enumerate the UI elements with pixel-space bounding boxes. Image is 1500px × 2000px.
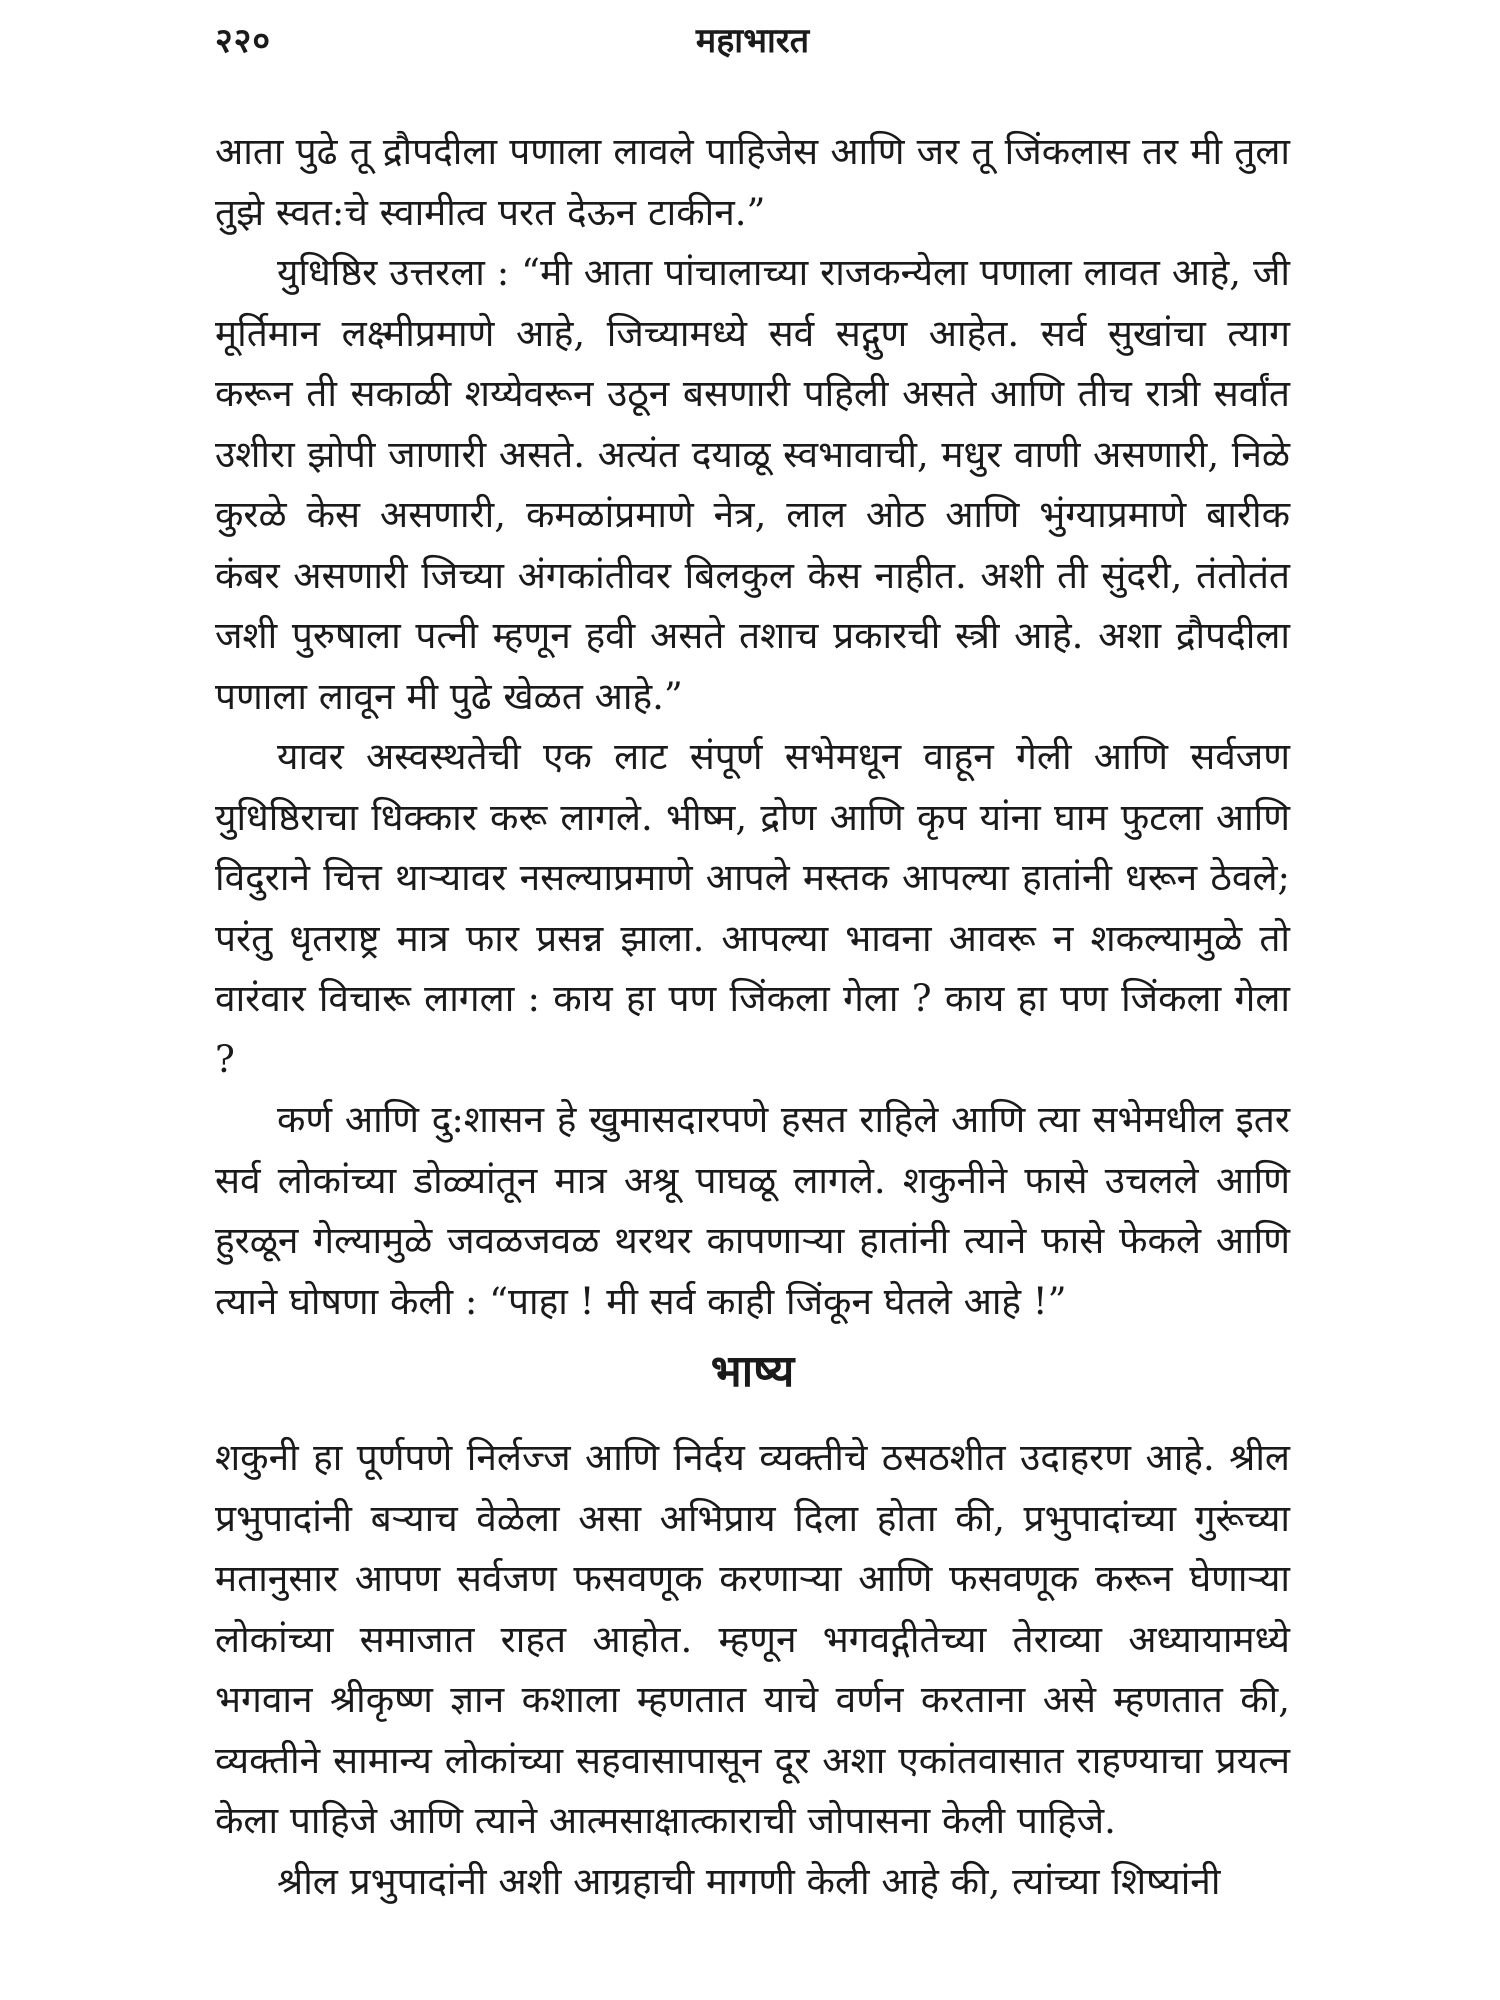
commentary-paragraph-continued: श्रील प्रभुपादांनी अशी आग्रहाची मागणी केली आहे की, त्यांच्या शिष्यांनी bbox=[277, 1859, 1221, 1903]
section-heading-commentary: भाष्य bbox=[710, 1346, 795, 1397]
book-page bbox=[215, 0, 1290, 2000]
running-head bbox=[215, 0, 1290, 80]
paragraph-shakuni-throw: कर्ण आणि दु:शासन हे खुमासदारपणे हसत राहिले आणि त्या सभेमधील इतर सर्व लोकांच्या डोळ्यांतून मात्र अश्रू पाघळू लागले. शकुनीने फासे उचलले आणि हुरळून गेल्यामुळे जवळजवळ थरथर कापणाऱ्या हातांनी त्याने फासे फेकले आणि त्याने घोषणा केली : “पाहा ! मी सर्व काही जिंकून घेतले आहे !” bbox=[215, 1098, 1290, 1323]
paragraph-assembly-reaction: यावर अस्वस्थतेची एक लाट संपूर्ण सभेमधून वाहून गेली आणि सर्वजण युधिष्ठिराचा धिक्कार करू लागले. भीष्म, द्रोण आणि कृप यांना घाम फुटला आणि विदुराने चित्त थाऱ्यावर नसल्याप्रमाणे आपले मस्तक आपल्या हातांनी धरून ठेवले; परंतु धृतराष्ट्र मात्र फार प्रसन्न झाला. आपल्या भावना आवरू न शकल्यामुळे तो वारंवार विचारू लागला : काय हा पण जिंकला गेला ? काय हा पण जिंकला गेला ? bbox=[215, 735, 1290, 1081]
book-title: महाभारत bbox=[695, 21, 810, 61]
commentary-paragraph: शकुनी हा पूर्णपणे निर्लज्ज आणि निर्दय व्यक्तीचे ठसठशीत उदाहरण आहे. श्रील प्रभुपादांनी बऱ्याच वेळेला असा अभिप्राय दिला होता की, प्रभुपादांच्या गुरूंच्या मतानुसार आपण सर्वजण फसवणूक करणाऱ्या आणि फसवणूक करून घेणाऱ्या लोकांच्या समाजात राहत आहोत. म्हणून भगवद्गीतेच्या तेराव्या अध्यायामध्ये भगवान श्रीकृष्ण ज्ञान कशाला म्हणतात याचे वर्णन करताना असे म्हणतात की, व्यक्तीने सामान्य लोकांच्या सहवासापासून दूर अशा एकांतवासात राहण्याचा प्रयत्न केला पाहिजे आणि त्याने आत्मसाक्षात्काराची जोपासना केली पाहिजे. bbox=[215, 1436, 1290, 1842]
page-number: २२० bbox=[215, 21, 272, 61]
paragraph-yudhishthira-wager: युधिष्ठिर उत्तरला : “मी आता पांचालाच्या राजकन्येला पणाला लावत आहे, जी मूर्तिमान लक्ष्मीप्रमाणे आहे, जिच्यामध्ये सर्व सद्गुण आहेत. सर्व सुखांचा त्याग करून ती सकाळी शय्येवरून उठून बसणारी पहिली असते आणि तीच रात्री सर्वांत उशीरा झोपी जाणारी असते. अत्यंत दयाळू स्वभावाची, मधुर वाणी असणारी, निळे कुरळे केस असणारी, कमळांप्रमाणे नेत्र, लाल ओठ आणि भुंग्याप्रमाणे बारीक कंबर असणारी जिच्या अंगकांतीवर बिलकुल केस नाहीत. अशी ती सुंदरी, तंतोतंत जशी पुरुषाला पत्नी म्हणून हवी असते तशाच प्रकारची स्त्री आहे. अशा द्रौपदीला पणाला लावून मी पुढे खेळत आहे.” bbox=[215, 251, 1290, 718]
body-text bbox=[215, 122, 1290, 1912]
paragraph-continuation: आता पुढे तू द्रौपदीला पणाला लावले पाहिजेस आणि जर तू जिंकलास तर मी तुला तुझे स्वत:चे स्वामीत्व परत देऊन टाकीन.” bbox=[215, 130, 1290, 234]
